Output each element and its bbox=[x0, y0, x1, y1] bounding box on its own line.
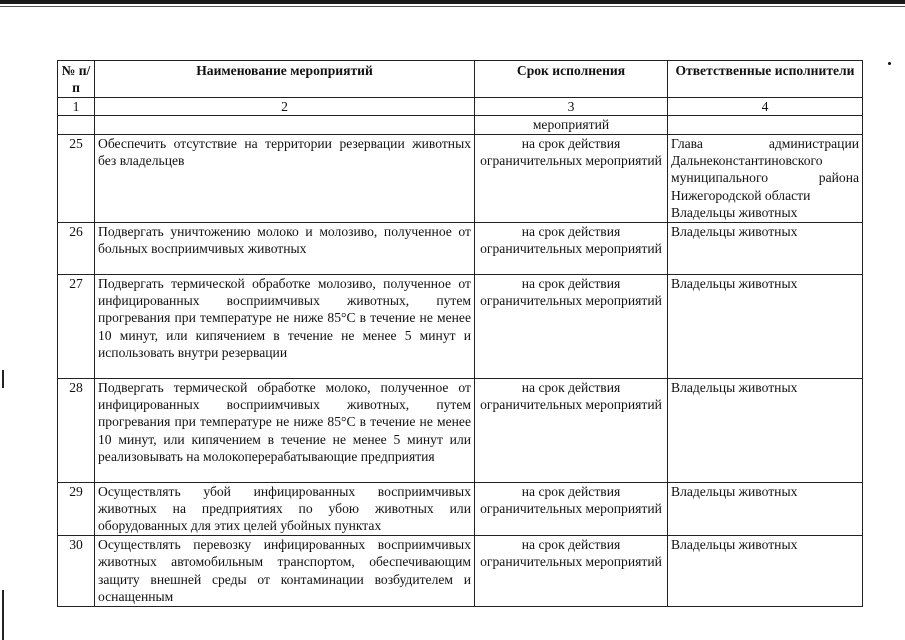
scan-edge-mark bbox=[2, 370, 4, 388]
cell-num: 26 bbox=[58, 222, 95, 274]
column-number: 1 bbox=[58, 97, 95, 115]
cell-resp bbox=[668, 274, 863, 378]
cell-term: на срок действия ограничительных мероприятий bbox=[475, 222, 668, 274]
cell-name: Осуществлять перевозку инфицированных восприимчивых животных автомобильным транспортом, обеспечивающим защиту внешней среды от контаминации возбудителем и оснащенным bbox=[95, 535, 475, 606]
resp-line: Дальнеконстантиновского bbox=[671, 153, 823, 169]
table-row bbox=[58, 222, 863, 274]
scan-top-border-thin bbox=[0, 6, 905, 7]
cell-term: мероприятий bbox=[475, 116, 668, 134]
resp-line: Владельцы животных bbox=[671, 536, 798, 552]
resp-line: Владельцы животных bbox=[671, 275, 798, 291]
column-number: 2 bbox=[95, 97, 475, 115]
cell-resp bbox=[668, 535, 863, 606]
cell-name: Подвергать уничтожению молоко и молозиво, полученное от больных восприимчивых животных bbox=[95, 222, 475, 274]
header-num: № п/п bbox=[58, 61, 95, 98]
cell-num bbox=[58, 116, 95, 134]
cell-resp bbox=[668, 378, 863, 482]
cell-name: Обеспечить отсутствие на территории резервации животных без владельцев bbox=[95, 134, 475, 222]
cell-term: на срок действия ограничительных мероприятий bbox=[475, 378, 668, 482]
cell-name: Подвергать термической обработке молоко, полученное от инфицированных восприимчивых животных, путем прогревания при температуре не ниже 85°С в течение не менее 10 минут, или кипячением в течение не менее 5 минут или реализовывать на молокоперерабатывающие предприятия bbox=[95, 378, 475, 482]
cell-term: на срок действия ограничительных мероприятий bbox=[475, 134, 668, 222]
cell-name bbox=[95, 116, 475, 134]
cell-resp bbox=[668, 134, 863, 222]
resp-line: Глава администрации bbox=[671, 135, 859, 151]
cell-num: 25 bbox=[58, 134, 95, 222]
scan-top-border bbox=[0, 0, 905, 4]
continuation-row bbox=[58, 116, 863, 134]
resp-line: Владельцы животных bbox=[671, 379, 798, 395]
cell-term: на срок действия ограничительных мероприятий bbox=[475, 535, 668, 606]
resp-line: Владельцы животных bbox=[671, 483, 798, 499]
cell-resp bbox=[668, 222, 863, 274]
cell-num: 28 bbox=[58, 378, 95, 482]
table-header-row bbox=[58, 61, 863, 98]
column-number-row bbox=[58, 97, 863, 115]
cell-term: на срок действия ограничительных мероприятий bbox=[475, 274, 668, 378]
resp-line: Нижегородской области bbox=[671, 187, 811, 203]
header-resp: Ответственные исполнители bbox=[668, 61, 863, 98]
column-number: 3 bbox=[475, 97, 668, 115]
table-row bbox=[58, 274, 863, 378]
resp-line: муниципального района bbox=[671, 170, 859, 186]
cell-num: 27 bbox=[58, 274, 95, 378]
cell-name: Осуществлять убой инфицированных восприимчивых животных на предприятиях по убою животных или оборудованных для этих целей убойных пунктах bbox=[95, 482, 475, 535]
header-name: Наименование мероприятий bbox=[95, 61, 475, 98]
cell-name: Подвергать термической обработке молозиво, полученное от инфицированных восприимчивых животных, путем прогревания при температуре не ниже 85°С в течение не менее 10 минут, или кипячением в течение не менее 5 минут и использовать внутри резервации bbox=[95, 274, 475, 378]
table-row bbox=[58, 482, 863, 535]
table-row bbox=[58, 535, 863, 606]
header-term: Срок исполнения bbox=[475, 61, 668, 98]
scan-edge-mark bbox=[2, 590, 4, 640]
cell-resp bbox=[668, 116, 863, 134]
cell-num: 30 bbox=[58, 535, 95, 606]
table-row bbox=[58, 134, 863, 222]
resp-line: Владельцы животных bbox=[671, 205, 798, 221]
resp-line: Владельцы животных bbox=[671, 223, 798, 239]
column-number: 4 bbox=[668, 97, 863, 115]
scan-dot bbox=[888, 62, 891, 65]
cell-num: 29 bbox=[58, 482, 95, 535]
table-row bbox=[58, 378, 863, 482]
measures-table bbox=[57, 60, 863, 607]
cell-term: на срок действия ограничительных мероприятий bbox=[475, 482, 668, 535]
cell-resp bbox=[668, 482, 863, 535]
